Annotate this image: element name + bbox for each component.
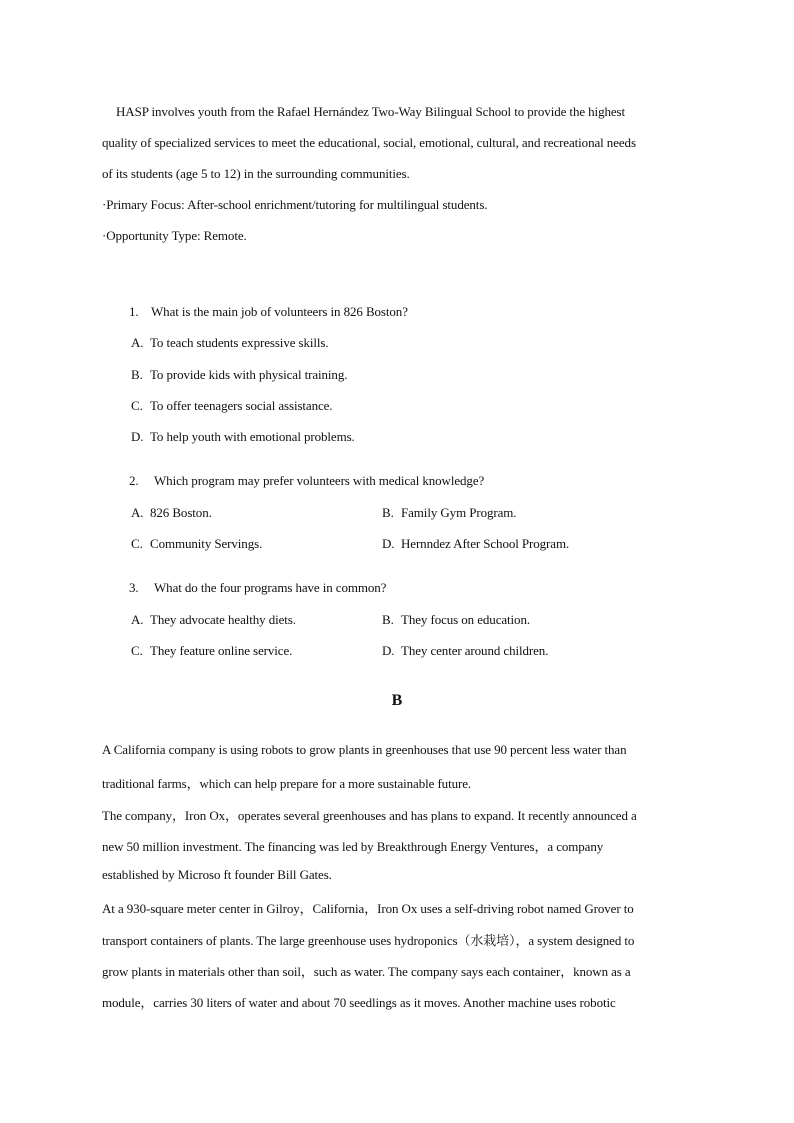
question-1-option-c <box>131 398 333 414</box>
question-number: 3. <box>129 580 139 595</box>
option-text: Family Gym Program. <box>401 505 517 520</box>
question-3-option-c <box>131 643 292 659</box>
option-letter: C. <box>131 536 143 551</box>
question-3-option-b <box>382 612 530 628</box>
section-b-line-9: module，carries 30 liters of water and about 70 seedlings as it moves. Another machine uses robotic <box>102 995 616 1010</box>
section-b-line-2: traditional farms，which can help prepare for a more sustainable future. <box>102 776 472 791</box>
question-1-option-d <box>131 429 355 445</box>
passage-a-line-3: of its students (age 5 to 12) in the surrounding communities. <box>102 166 410 181</box>
question-1-option-b <box>131 367 347 383</box>
question-text: Which program may prefer volunteers with medical knowledge? <box>154 473 485 488</box>
option-letter: A. <box>131 505 144 520</box>
question-1 <box>129 304 408 320</box>
option-letter: B. <box>131 367 143 382</box>
question-1-option-a <box>131 335 329 351</box>
question-text: What do the four programs have in common? <box>154 580 387 595</box>
option-letter: D. <box>382 536 395 551</box>
question-text: What is the main job of volunteers in 826 Boston? <box>151 304 408 319</box>
option-text: To provide kids with physical training. <box>150 367 348 382</box>
question-2-option-d <box>382 536 569 552</box>
passage-a-line-1: HASP involves youth from the Rafael Hernández Two-Way Bilingual School to provide the highest <box>116 104 626 119</box>
section-b-line-4: new 50 million investment. The financing was led by Breakthrough Energy Ventures，a company <box>102 839 604 854</box>
question-2-option-b <box>382 505 516 521</box>
question-2-option-a <box>131 505 212 521</box>
section-b-heading: B <box>391 692 403 709</box>
option-letter: C. <box>131 643 143 658</box>
option-text: Community Servings. <box>150 536 263 551</box>
option-text: 826 Boston. <box>150 505 212 520</box>
question-number: 2. <box>129 473 139 488</box>
option-text: They center around children. <box>401 643 549 658</box>
passage-a-line-2: quality of specialized services to meet the educational, social, emotional, cultural, and recreational needs <box>102 135 636 150</box>
section-b-line-6: At a 930-square meter center in Gilroy，California，Iron Ox uses a self-driving robot named Grover to <box>102 901 634 916</box>
question-3-option-a <box>131 612 296 628</box>
option-letter: C. <box>131 398 143 413</box>
primary-focus-line: ·Primary Focus: After-school enrichment/tutoring for multilingual students. <box>102 197 488 212</box>
section-b-line-5: established by Microso ft founder Bill Gates. <box>102 867 332 882</box>
question-2 <box>129 473 484 489</box>
question-number: 1. <box>129 304 139 319</box>
option-letter: B. <box>382 612 394 627</box>
option-letter: D. <box>382 643 395 658</box>
section-b-line-3: The company，Iron Ox，operates several greenhouses and has plans to expand. It recently announced a <box>102 808 637 823</box>
question-2-option-c <box>131 536 262 552</box>
question-3 <box>129 580 386 596</box>
option-letter: B. <box>382 505 394 520</box>
option-letter: A. <box>131 335 144 350</box>
option-text: To offer teenagers social assistance. <box>150 398 333 413</box>
section-b-line-8: grow plants in materials other than soil，such as water. The company says each container，known as a <box>102 964 631 979</box>
section-b-line-1: A California company is using robots to grow plants in greenhouses that use 90 percent less water than <box>102 742 627 757</box>
question-3-option-d <box>382 643 548 659</box>
option-text: They feature online service. <box>150 643 293 658</box>
option-text: They advocate healthy diets. <box>150 612 296 627</box>
option-text: Hernndez After School Program. <box>401 536 570 551</box>
option-text: To help youth with emotional problems. <box>150 429 355 444</box>
option-letter: A. <box>131 612 144 627</box>
option-text: To teach students expressive skills. <box>150 335 329 350</box>
option-text: They focus on education. <box>401 612 531 627</box>
section-b-line-7: transport containers of plants. The large greenhouse uses hydroponics（水栽培），a system designed to <box>102 933 635 948</box>
option-letter: D. <box>131 429 144 444</box>
opportunity-type-line: ·Opportunity Type: Remote. <box>102 228 247 243</box>
